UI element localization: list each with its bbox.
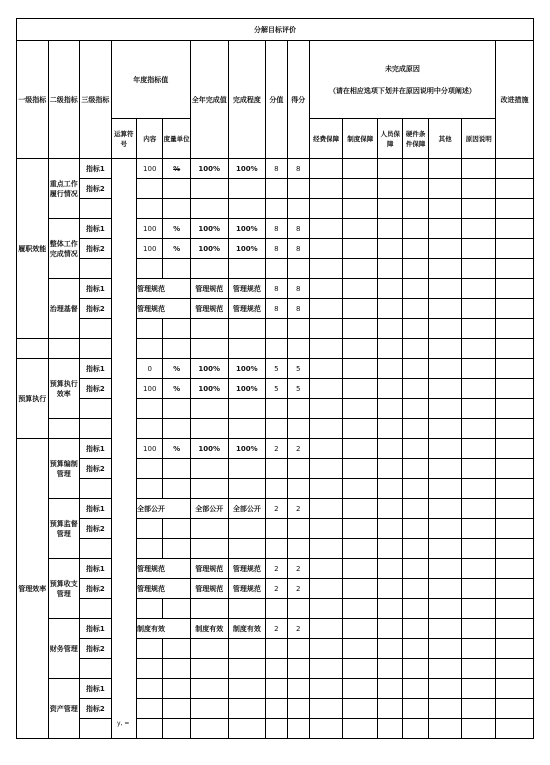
level2-cell: 预算编制管理 (48, 439, 80, 499)
indicator-cell: 指标1 (80, 559, 112, 579)
indicator-cell: 指标1 (80, 159, 112, 179)
content-cell: 100 (137, 439, 163, 459)
gained-cell: 2 (287, 579, 309, 599)
indicator-cell: 指标2 (80, 519, 112, 539)
full-year-cell: 管理规范 (190, 299, 228, 319)
header-reason-funding: 经费保障 (309, 119, 343, 159)
gained-cell: 8 (287, 219, 309, 239)
header-content: 内容 (137, 119, 163, 159)
indicator-cell: 指标2 (80, 179, 112, 199)
gained-cell: 8 (287, 239, 309, 259)
full-year-cell: 管理规范 (190, 579, 228, 599)
content-cell: 管理规范 (137, 279, 191, 299)
gained-cell: 5 (287, 379, 309, 399)
header-full-year: 全年完成值 (190, 41, 228, 159)
rate-cell: 100% (228, 379, 266, 399)
unit-cell: % (163, 359, 190, 379)
gained-cell: 8 (287, 279, 309, 299)
rate-cell: 管理规范 (228, 559, 266, 579)
full-year-cell: 100% (190, 219, 228, 239)
level1-cell: 履职效能 (17, 159, 49, 339)
header-reasons (309, 41, 495, 119)
content-cell: 全部公开 (137, 499, 191, 519)
level2-cell: 重点工作履行情况 (48, 159, 80, 219)
header-level1: 一级指标 (17, 41, 49, 159)
full-year-cell: 全部公开 (190, 499, 228, 519)
indicator-cell: 指标1 (80, 359, 112, 379)
footer-mark: y, = (117, 720, 130, 727)
header-reason-other: 其他 (428, 119, 462, 159)
header-reason-staff: 人员保障 (378, 119, 403, 159)
header-improve: 改进措施 (496, 41, 534, 159)
score-cell: 2 (266, 579, 287, 599)
evaluation-table (16, 18, 534, 739)
indicator-cell: 指标1 (80, 279, 112, 299)
header-unit: 度量单位 (163, 119, 190, 159)
form-title: 分解目标评价 (17, 19, 534, 41)
content-cell: 管理规范 (137, 299, 191, 319)
header-reason-hardware: 硬件条件保障 (403, 119, 428, 159)
rate-cell: 100% (228, 359, 266, 379)
unit-cell: % (163, 159, 190, 179)
level1-cell: 管理效率 (17, 439, 49, 739)
full-year-cell: 100% (190, 379, 228, 399)
content-cell: 管理规范 (137, 579, 191, 599)
score-cell: 2 (266, 619, 287, 639)
content-cell: 100 (137, 239, 163, 259)
level2-cell: 预算监督管理 (48, 499, 80, 559)
rate-cell: 100% (228, 219, 266, 239)
unit-cell: % (163, 239, 190, 259)
content-cell: 管理规范 (137, 559, 191, 579)
indicator-cell: 指标1 (80, 619, 112, 639)
score-cell: 8 (266, 219, 287, 239)
score-cell: 2 (266, 439, 287, 459)
full-year-cell: 管理规范 (190, 559, 228, 579)
full-year-cell: 100% (190, 359, 228, 379)
content-cell: 100 (137, 379, 163, 399)
content-cell: 0 (137, 359, 163, 379)
header-reason-note: 原因说明 (462, 119, 496, 159)
unit-cell: % (163, 439, 190, 459)
indicator-cell: 指标2 (80, 579, 112, 599)
gained-cell: 8 (287, 299, 309, 319)
rate-cell: 100% (228, 159, 266, 179)
indicator-cell: 指标2 (80, 639, 112, 659)
rate-cell: 管理规范 (228, 579, 266, 599)
indicator-cell: 指标2 (80, 239, 112, 259)
level1-cell: 预算执行 (17, 359, 49, 439)
level2-cell: 财务管理 (48, 619, 80, 679)
full-year-cell: 100% (190, 439, 228, 459)
level2-cell: 资产管理 (48, 679, 80, 739)
indicator-cell: 指标1 (80, 219, 112, 239)
score-cell: 8 (266, 159, 287, 179)
header-annual-target: 年度指标值 (111, 41, 190, 119)
level2-cell: 预算执行效率 (48, 359, 80, 419)
score-cell: 2 (266, 559, 287, 579)
rate-cell: 管理规范 (228, 299, 266, 319)
level2-cell: 整体工作完成情况 (48, 219, 80, 279)
full-year-cell: 制度有效 (190, 619, 228, 639)
indicator-cell: 指标2 (80, 379, 112, 399)
indicator-cell: 指标2 (80, 699, 112, 719)
full-year-cell: 100% (190, 239, 228, 259)
header-reason-system: 制度保障 (343, 119, 378, 159)
content-cell: 制度有效 (137, 619, 191, 639)
header-score: 分值 (266, 41, 287, 159)
gained-cell: 2 (287, 619, 309, 639)
gained-cell: 2 (287, 559, 309, 579)
gained-cell: 2 (287, 499, 309, 519)
rate-cell: 管理规范 (228, 279, 266, 299)
rate-cell: 100% (228, 239, 266, 259)
full-year-cell: 100% (190, 159, 228, 179)
score-cell: 2 (266, 499, 287, 519)
score-cell: 5 (266, 379, 287, 399)
score-cell: 8 (266, 239, 287, 259)
rate-cell: 100% (228, 439, 266, 459)
level2-cell: 预算收支管理 (48, 559, 80, 619)
header-reasons-title: 未完成原因 (384, 64, 420, 73)
score-cell: 5 (266, 359, 287, 379)
header-gained: 得分 (287, 41, 309, 159)
header-level2: 二级指标 (48, 41, 80, 159)
content-cell: 100 (137, 219, 163, 239)
full-year-cell: 管理规范 (190, 279, 228, 299)
gained-cell: 2 (287, 439, 309, 459)
header-completion-rate: 完成程度 (228, 41, 266, 159)
indicator-cell: 指标1 (80, 679, 112, 699)
header-operator: 运算符号 (111, 119, 136, 159)
unit-cell: % (163, 219, 190, 239)
indicator-cell: 指标2 (80, 299, 112, 319)
operator-column (111, 159, 136, 739)
indicator-cell: 指标1 (80, 499, 112, 519)
score-cell: 8 (266, 299, 287, 319)
content-cell: 100 (137, 159, 163, 179)
level2-cell: 治理基督 (48, 279, 80, 339)
gained-cell: 5 (287, 359, 309, 379)
header-level3: 三级指标 (80, 41, 112, 159)
indicator-cell: 指标1 (80, 439, 112, 459)
header-reasons-note: （请在相应选项下划并在原因说明中分项阐述） (328, 86, 476, 95)
rate-cell: 制度有效 (228, 619, 266, 639)
gained-cell: 8 (287, 159, 309, 179)
indicator-cell: 指标2 (80, 459, 112, 479)
unit-cell: % (163, 379, 190, 399)
score-cell: 8 (266, 279, 287, 299)
rate-cell: 全部公开 (228, 499, 266, 519)
